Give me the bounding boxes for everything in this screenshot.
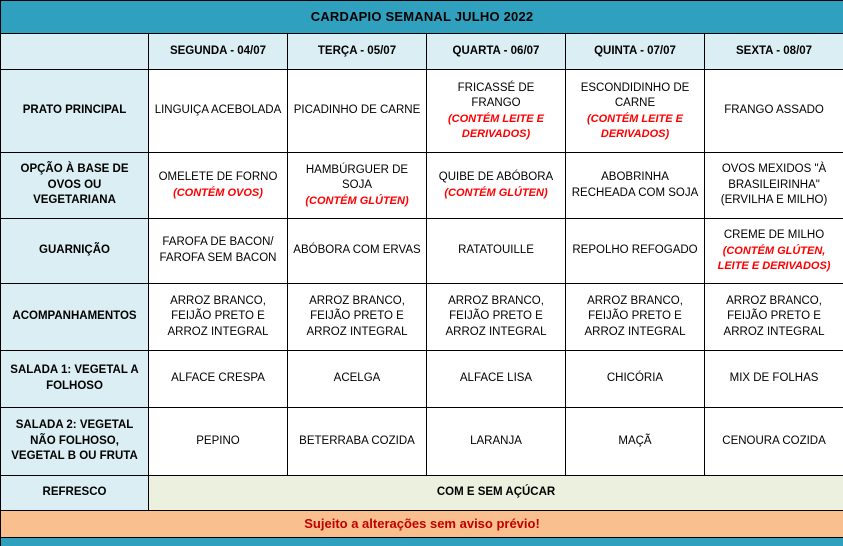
menu-cell: [427, 153, 566, 219]
menu-cell: [427, 219, 566, 284]
menu-cell: [288, 70, 427, 153]
row-label-salada-1: SALADA 1: VEGETAL A FOLHOSO: [1, 351, 149, 408]
dish-name: ABÓBORA COM ERVAS: [293, 244, 421, 257]
menu-cell: [427, 408, 566, 476]
refresco-value: COM E SEM AÇÚCAR: [149, 476, 843, 511]
menu-cell: [288, 219, 427, 284]
allergen-note: (CONTÉM GLÚTEN, LEITE E DERIVADOS): [717, 244, 831, 272]
dish-name: MIX DE FOLHAS: [729, 372, 819, 385]
table-row-guarnicao: [1, 219, 843, 284]
dish-name: FAROFA DE BACON/ FAROFA SEM BACON: [159, 236, 277, 264]
dish-name: ARROZ BRANCO, FEIJÃO PRETO E ARROZ INTEGRAL: [445, 294, 547, 338]
table-row-acompanhamentos: [1, 284, 843, 351]
column-header-sexta: SEXTA - 08/07: [705, 34, 843, 70]
dish-name: ARROZ BRANCO, FEIJÃO PRETO E ARROZ INTEGRAL: [723, 294, 825, 338]
menu-cell: [427, 70, 566, 153]
table-row-prato-principal: [1, 70, 843, 153]
menu-cell: [288, 408, 427, 476]
page-title: CARDAPIO SEMANAL JULHO 2022: [1, 1, 843, 34]
dish-name: LINGUIÇA ACEBOLADA: [154, 104, 282, 117]
dish-name: ARROZ BRANCO, FEIJÃO PRETO E ARROZ INTEGRAL: [584, 294, 686, 338]
table-row-salada-1: [1, 351, 843, 408]
menu-cell: [288, 351, 427, 408]
allergen-note: (CONTÉM GLÚTEN): [305, 194, 409, 207]
row-label-acompanhamentos: ACOMPANHAMENTOS: [1, 284, 149, 351]
days-header-row: [1, 34, 843, 70]
menu-cell: [566, 284, 705, 351]
menu-cell: [705, 351, 843, 408]
menu-cell: [149, 70, 288, 153]
dish-name: ARROZ BRANCO, FEIJÃO PRETO E ARROZ INTEGRAL: [306, 294, 408, 338]
row-label-prato-principal: PRATO PRINCIPAL: [1, 70, 149, 153]
allergen-note: (CONTÉM LEITE E DERIVADOS): [448, 112, 544, 140]
column-header-quinta: QUINTA - 07/07: [566, 34, 705, 70]
menu-cell: [566, 153, 705, 219]
column-header-quarta: QUARTA - 06/07: [427, 34, 566, 70]
menu-cell: [427, 351, 566, 408]
menu-cell: [149, 351, 288, 408]
menu-cell: [149, 284, 288, 351]
dish-name: CENOURA COZIDA: [722, 434, 826, 447]
menu-cell: [705, 284, 843, 351]
menu-cell: [705, 153, 843, 219]
dish-name: CHICÓRIA: [606, 372, 664, 385]
menu-cell: [566, 70, 705, 153]
table-row-salada-2: [1, 408, 843, 476]
table-row-opcao-vegetariana: [1, 153, 843, 219]
dish-name: ARROZ BRANCO, FEIJÃO PRETO E ARROZ INTEGRAL: [167, 294, 269, 338]
menu-cell: [705, 408, 843, 476]
dish-name: REPOLHO REFOGADO: [572, 244, 698, 257]
dish-name: MAÇÃ: [618, 434, 652, 447]
allergen-note: (CONTÉM GLÚTEN): [444, 186, 548, 199]
menu-cell: [566, 408, 705, 476]
dish-name: QUIBE DE ABÓBORA: [438, 171, 554, 184]
menu-cell: [566, 351, 705, 408]
menu-cell: [566, 219, 705, 284]
dish-name: RATATOUILLE: [458, 244, 534, 257]
disclaimer-text: Sujeito a alterações sem aviso prévio!: [1, 511, 843, 538]
allergen-note: (CONTÉM OVOS): [173, 186, 263, 199]
table-row-refresco: [1, 476, 843, 511]
row-label-guarnicao: GUARNIÇÃO: [1, 219, 149, 284]
menu-cell: [288, 284, 427, 351]
dish-name: FRANGO ASSADO: [724, 104, 824, 117]
dish-name: ESCONDIDINHO DE CARNE: [580, 81, 690, 110]
dish-name: PEPINO: [196, 434, 240, 447]
menu-cell: [427, 284, 566, 351]
menu-cell: [149, 153, 288, 219]
allergen-note: (CONTÉM LEITE E DERIVADOS): [587, 112, 683, 140]
row-label-refresco: REFRESCO: [1, 476, 149, 511]
menu-cell: [288, 153, 427, 219]
bottom-bar: [1, 538, 843, 546]
dish-name: ABOBRINHA RECHEADA COM SOJA: [571, 170, 699, 199]
menu-cell: [149, 408, 288, 476]
column-header-segunda: SEGUNDA - 04/07: [149, 34, 288, 70]
dish-name: ALFACE CRESPA: [171, 372, 265, 385]
dish-name: BETERRABA COZIDA: [299, 434, 415, 447]
dish-name: ALFACE LISA: [459, 372, 533, 385]
row-label-salada-2: SALADA 2: VEGETAL NÃO FOLHOSO, VEGETAL B OU FRUTA: [1, 408, 149, 476]
column-header-terca: TERÇA - 05/07: [288, 34, 427, 70]
row-label-opcao-vegetariana: OPÇÃO À BASE DE OVOS OU VEGETARIANA: [1, 153, 149, 219]
dish-name: OMELETE DE FORNO: [158, 171, 278, 184]
menu-cell: [705, 70, 843, 153]
title-row: [1, 1, 843, 34]
menu-cell: [149, 219, 288, 284]
dish-name: HAMBÚRGUER DE SOJA: [305, 163, 409, 192]
dish-name: FRICASSÉ DE FRANGO: [457, 81, 535, 110]
dish-name: LARANJA: [470, 434, 522, 447]
dish-name: PICADINHO DE CARNE: [293, 104, 421, 117]
corner-cell: [1, 34, 149, 70]
menu-cell: [705, 219, 843, 284]
dish-name: CREME DE MILHO: [723, 229, 825, 242]
dish-name: OVOS MEXIDOS "À BRASILEIRINHA" (ERVILHA E MILHO): [720, 163, 828, 207]
footer-row: [1, 511, 843, 538]
dish-name: ACELGA: [333, 372, 381, 385]
